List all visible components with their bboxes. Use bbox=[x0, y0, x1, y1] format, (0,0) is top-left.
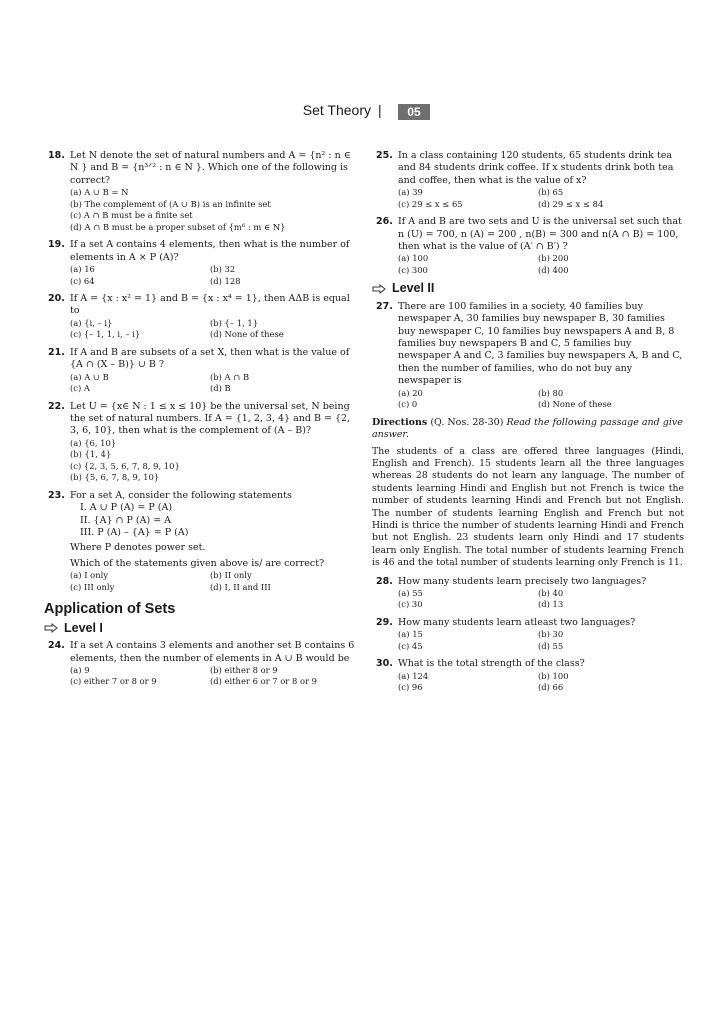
option-d: (d) None of these bbox=[538, 399, 612, 410]
option-b: (b) A ∩ B bbox=[210, 371, 250, 382]
question-26 bbox=[372, 216, 684, 276]
options bbox=[398, 187, 684, 210]
level-heading bbox=[44, 622, 356, 634]
passage: The students of a class are offered three languages (Hindi, English and French). 15 students learn all the three languages whereas 28 students do not learn any language. The number of students learning Hindi and English but not French is twice the number of students learning Hindi and French but not English. The number of students learning English and French but not Hindi is thrice the number of students learning Hindi and French but not English. 23 students learn only Hindi and 17 students learn only English. The total number of students learning French is 46 and the total number of students learning only French is 11. bbox=[372, 445, 684, 569]
option-a: (a) A ∪ B bbox=[70, 371, 109, 382]
question-number: 20. bbox=[48, 293, 65, 305]
question-number: 22. bbox=[48, 400, 65, 412]
question-text: For a set A, consider the following statements bbox=[70, 489, 292, 501]
pointing-hand-icon bbox=[44, 623, 58, 633]
options bbox=[398, 388, 684, 411]
question-23 bbox=[44, 490, 356, 593]
option-a: (a) I only bbox=[70, 570, 109, 581]
option-b: (b) {– 1, 1} bbox=[210, 317, 259, 328]
question-22 bbox=[44, 401, 356, 484]
level-label: Level II bbox=[392, 281, 435, 296]
option-d: (d) B bbox=[210, 383, 231, 394]
option-c: (c) III only bbox=[70, 581, 115, 592]
option-d: (d) 400 bbox=[538, 264, 569, 275]
left-column bbox=[44, 150, 356, 694]
option-a: (a) 39 bbox=[398, 187, 423, 198]
option-b: (b) II only bbox=[210, 570, 252, 581]
option-b: (b) 200 bbox=[538, 253, 569, 264]
option-b: (b) {1, 4} bbox=[70, 449, 112, 460]
options bbox=[70, 438, 356, 484]
option-d: (d) 55 bbox=[538, 640, 564, 651]
question-number: 30. bbox=[376, 658, 393, 670]
question-text: Let U = {x∈ N : 1 ≤ x ≤ 10} be the universal set, N being the set of natural numbers. If A = {1, 2, 3, 4} and B = {2, 3, 6, 10}, then what is the complement of (A – B)? bbox=[70, 400, 351, 437]
option-a: (a) 100 bbox=[398, 253, 429, 264]
question-24 bbox=[44, 640, 356, 688]
options bbox=[70, 318, 356, 341]
question-number: 21. bbox=[48, 346, 65, 358]
question-text: How many students learn precisely two languages? bbox=[398, 575, 647, 587]
option-b: (b) 65 bbox=[538, 187, 564, 198]
option-a: (a) 55 bbox=[398, 587, 423, 598]
directions bbox=[372, 417, 684, 442]
question-text: If A and B are two sets and U is the universal set such that n (U) = 700, n (A) = 200 , n(B) = 300 and n(A ∩ B) = 100, then what is the value of (A′ ∩ B′) ? bbox=[398, 216, 682, 253]
options bbox=[398, 253, 684, 276]
statement-3: III. P (A) – {A} = P (A) bbox=[80, 527, 189, 539]
option-c: (c) A bbox=[70, 383, 90, 394]
option-c: (c) either 7 or 8 or 9 bbox=[70, 676, 157, 687]
option-b: (b) 32 bbox=[210, 264, 236, 275]
question-text: If a set A contains 4 elements, then what is the number of elements in A × P (A)? bbox=[70, 239, 350, 263]
statement-1: I. A ∪ P (A) = P (A) bbox=[80, 502, 173, 514]
options bbox=[398, 671, 684, 694]
option-c: (c) 300 bbox=[398, 264, 428, 275]
right-column bbox=[372, 150, 684, 700]
question-text: What is the total strength of the class? bbox=[398, 658, 585, 670]
question-text: There are 100 families in a society, 40 families buy newspaper A, 30 families buy newspaper B, 30 families buy newspaper C, 10 families buy newspapers A and B, 8 families buy newspapers B and C, 5 families buy newspaper A and C, 3 families buy newspapers A, B and C, then the number of families, who do not buy any newspaper is bbox=[398, 300, 683, 387]
options bbox=[398, 629, 684, 652]
option-c: (c) 0 bbox=[398, 399, 418, 410]
option-c: (c) 30 bbox=[398, 599, 423, 610]
option-c: (c) A ∩ B must be a finite set bbox=[70, 210, 193, 221]
options bbox=[398, 588, 684, 611]
section-title: Application of Sets bbox=[44, 601, 176, 618]
option-d: (d) 128 bbox=[210, 275, 241, 286]
statement-2: II. {A} ∩ P (A) = A bbox=[80, 514, 172, 526]
level-heading bbox=[372, 282, 684, 294]
option-b: (b) 80 bbox=[538, 387, 564, 398]
level-label: Level I bbox=[64, 620, 103, 635]
options bbox=[70, 372, 356, 395]
question-number: 19. bbox=[48, 239, 65, 251]
option-b: (b) 30 bbox=[538, 629, 564, 640]
question-30 bbox=[372, 658, 684, 693]
question-28 bbox=[372, 576, 684, 611]
question-ask: Which of the statements given above is/ are correct? bbox=[70, 557, 325, 569]
question-text: If A and B are subsets of a set X, then what is the value of {A ∩ (X – B)} ∪ B ? bbox=[70, 346, 350, 371]
option-a: (a) 9 bbox=[70, 664, 90, 675]
option-d: (d) A ∩ B must be a proper subset of {m⁶ : m ∈ N} bbox=[70, 221, 286, 232]
question-text: If A = {x : x² = 1} and B = {x : x⁴ = 1}, then AΔB is equal to bbox=[70, 293, 350, 317]
chapter-title: Set Theory bbox=[302, 102, 371, 118]
option-a: (a) 20 bbox=[398, 387, 423, 398]
directions-text: Read the following passage and give answer. bbox=[372, 416, 683, 441]
question-29 bbox=[372, 617, 684, 652]
option-d: (d) I, II and III bbox=[210, 581, 271, 592]
header-separator: | bbox=[378, 102, 382, 118]
page-number: 05 bbox=[398, 104, 430, 120]
option-c: (c) {2, 3, 5, 6, 7, 8, 9, 10} bbox=[70, 460, 180, 471]
options bbox=[70, 665, 356, 688]
options bbox=[70, 264, 356, 287]
question-number: 24. bbox=[48, 640, 65, 652]
directions-label: Directions bbox=[372, 416, 428, 428]
option-c: (c) 64 bbox=[70, 275, 95, 286]
question-number: 25. bbox=[376, 150, 393, 161]
question-20 bbox=[44, 293, 356, 341]
option-a: (a) {6, 10} bbox=[70, 437, 117, 448]
option-b: (b) The complement of (A ∪ B) is an infinite set bbox=[70, 198, 271, 209]
option-d: (d) either 6 or 7 or 8 or 9 bbox=[210, 676, 317, 687]
question-text: How many students learn atleast two languages? bbox=[398, 616, 636, 628]
option-c: (c) {– 1, 1, i, – i} bbox=[70, 329, 141, 340]
option-a: (a) 16 bbox=[70, 264, 95, 275]
question-27 bbox=[372, 301, 684, 411]
question-number: 29. bbox=[376, 616, 393, 628]
directions-qnos: (Q. Nos. 28-30) bbox=[430, 416, 504, 428]
option-c: (c) 45 bbox=[398, 640, 423, 651]
pointing-hand-icon bbox=[372, 284, 386, 294]
option-c: (c) 96 bbox=[398, 682, 423, 693]
question-text: In a class containing 120 students, 65 students drink tea and 84 students drink coffee. If x students drink both tea and coffee, then what is the value of x? bbox=[398, 150, 674, 186]
option-a: (a) 124 bbox=[398, 670, 429, 681]
option-a: (a) A ∪ B = N bbox=[70, 187, 129, 198]
options bbox=[70, 187, 356, 233]
option-d: (d) 66 bbox=[538, 682, 564, 693]
option-d: (b) {5, 6, 7, 8, 9, 10} bbox=[70, 472, 160, 483]
option-a: (a) {i, – i} bbox=[70, 317, 113, 328]
option-b: (b) either 8 or 9 bbox=[210, 664, 278, 675]
question-21 bbox=[44, 347, 356, 395]
option-d: (d) 29 ≤ x ≤ 84 bbox=[538, 198, 604, 209]
option-d: (d) None of these bbox=[210, 329, 284, 340]
question-25 bbox=[372, 150, 684, 210]
question-number: 26. bbox=[376, 216, 393, 228]
option-d: (d) 13 bbox=[538, 599, 564, 610]
question-number: 18. bbox=[48, 150, 65, 161]
question-text: If a set A contains 3 elements and another set B contains 6 elements, then the number of elements in A ∪ B would be bbox=[70, 640, 355, 664]
option-c: (c) 29 ≤ x ≤ 65 bbox=[398, 198, 463, 209]
page-header bbox=[0, 100, 724, 124]
question-18 bbox=[44, 150, 356, 233]
question-note: Where P denotes power set. bbox=[70, 541, 206, 553]
question-19 bbox=[44, 239, 356, 287]
option-b: (b) 40 bbox=[538, 587, 564, 598]
question-number: 28. bbox=[376, 575, 393, 587]
question-number: 23. bbox=[48, 489, 65, 501]
option-b: (b) 100 bbox=[538, 670, 569, 681]
option-a: (a) 15 bbox=[398, 629, 423, 640]
question-text: Let N denote the set of natural numbers and A = {n² : n ∈ N } and B = {n³ᐟ² : n ∈ N }. Which one of the following is correct? bbox=[70, 150, 351, 186]
options bbox=[70, 570, 356, 593]
question-number: 27. bbox=[376, 300, 393, 312]
